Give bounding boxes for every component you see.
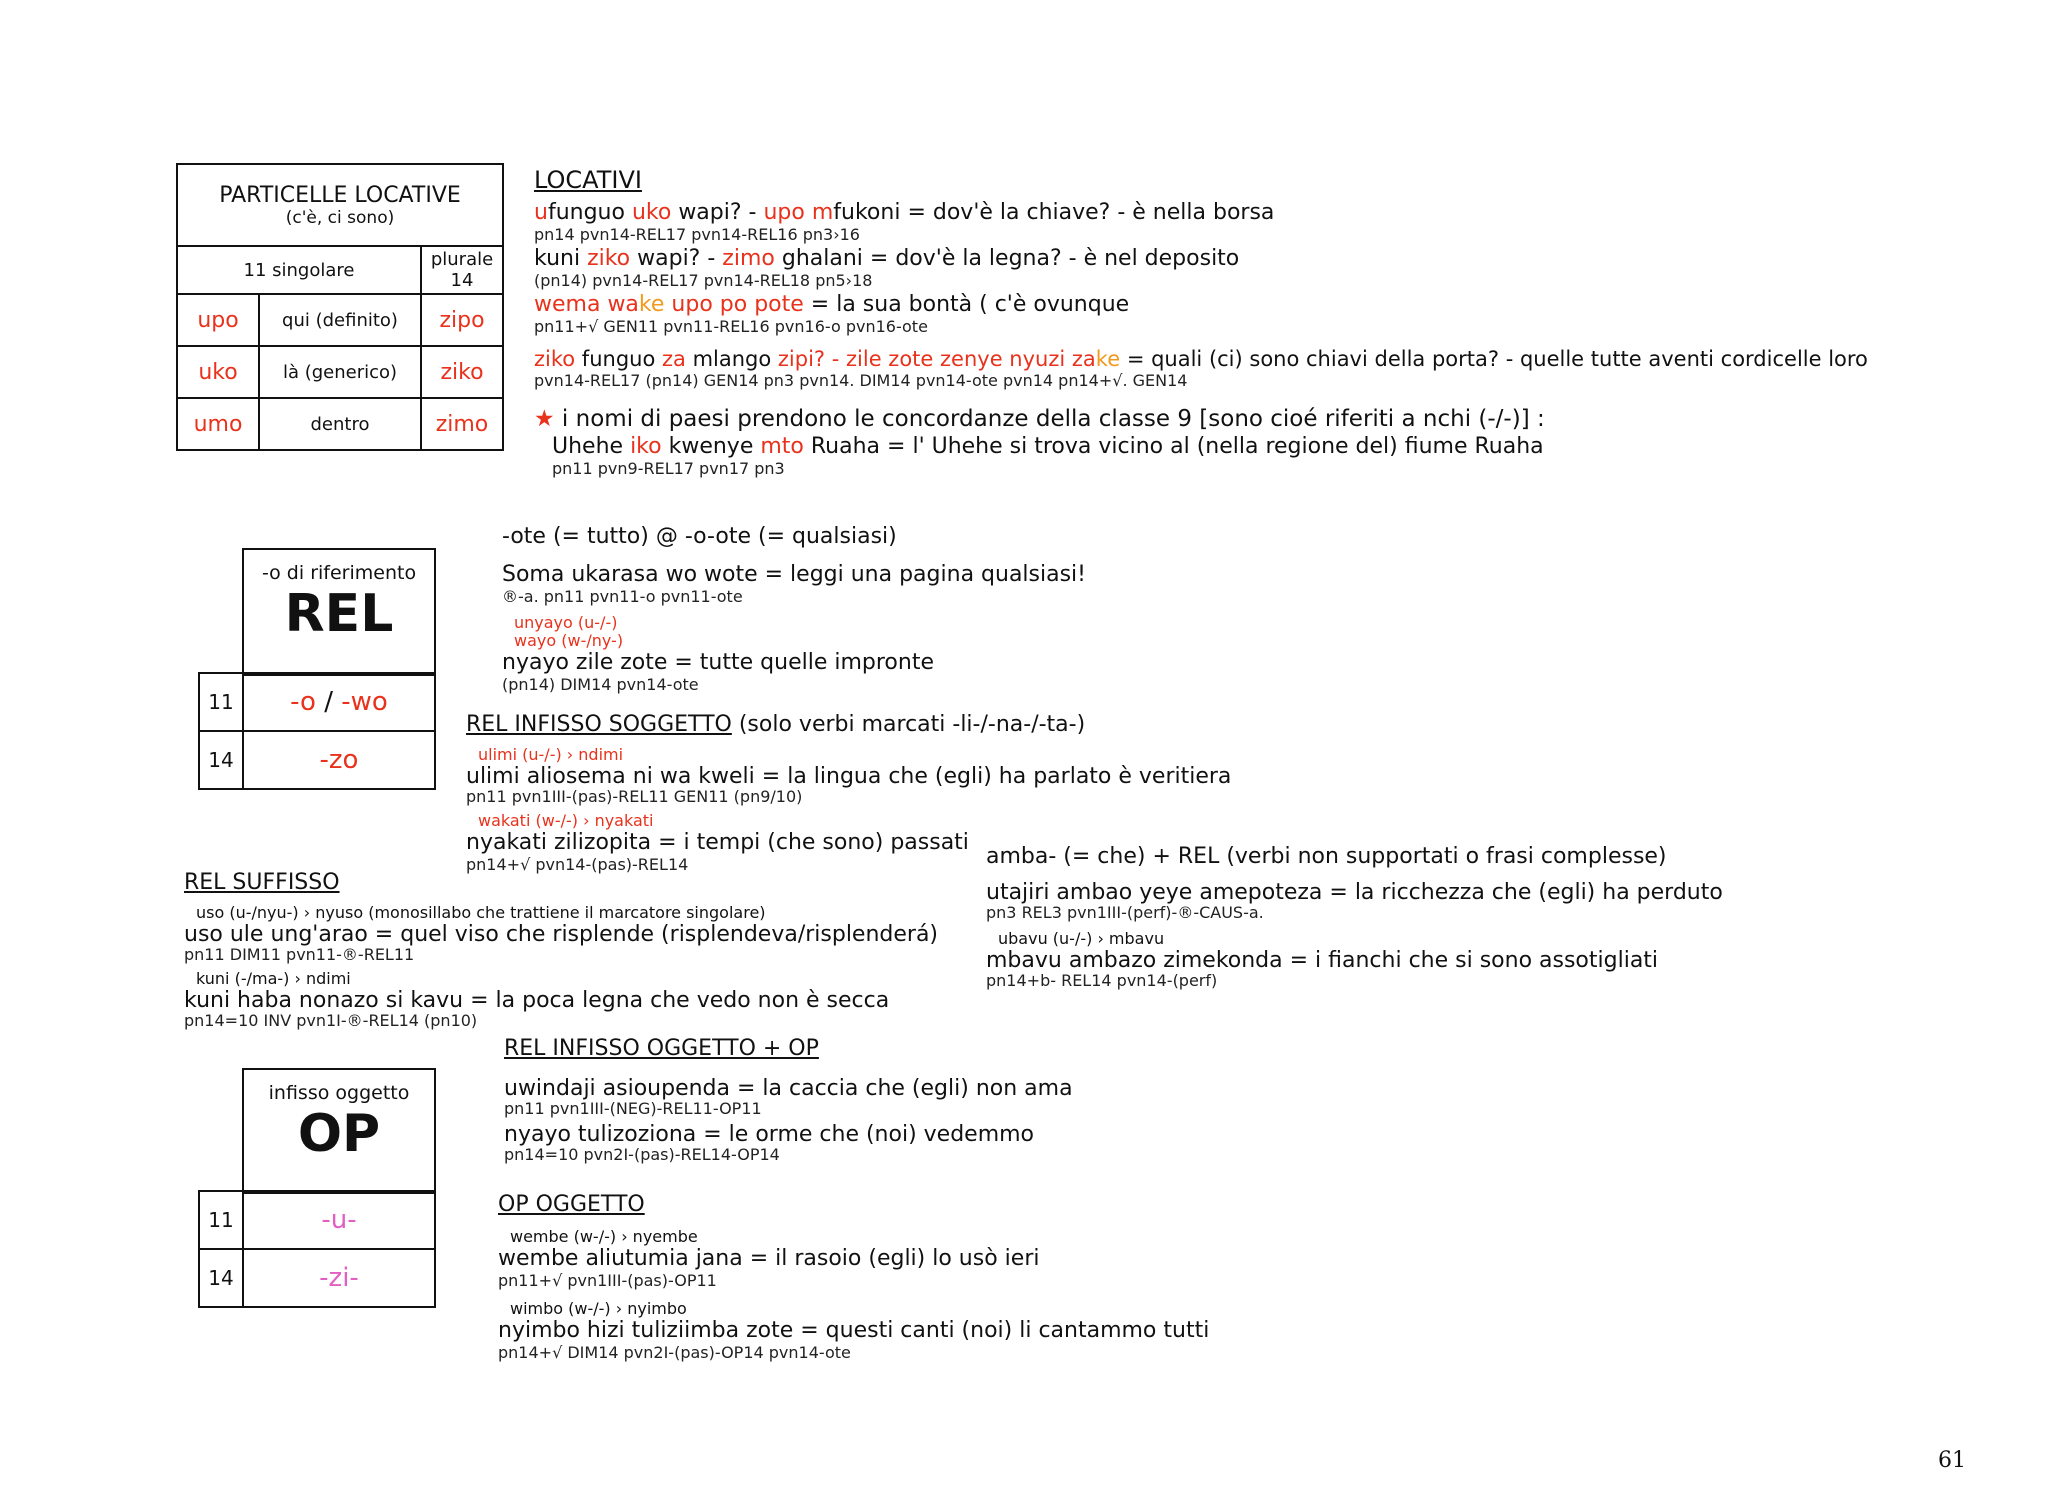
rel-infisso-example-2: nyakati zilizopita = i tempi (che sono) passati xyxy=(466,830,969,855)
star-icon: ★ xyxy=(534,406,555,432)
rel-sep: / xyxy=(315,687,342,717)
rel-value-b: -wo xyxy=(341,687,388,717)
locative-table-header xyxy=(177,164,503,246)
locativi-gloss-3: pn11+√ GEN11 pvn11-REL16 pvn16-o pvn16-ote xyxy=(534,317,928,336)
locative-table-title: PARTICELLE LOCATIVE xyxy=(219,182,461,208)
loc-meaning-dentro: dentro xyxy=(259,398,421,450)
word: ke xyxy=(638,292,665,317)
rel-box-symbol: REL xyxy=(284,584,394,644)
op-box-label: infisso oggetto xyxy=(268,1082,410,1104)
rel-suffisso-gloss-1: pn11 DIM11 pvn11-®-REL11 xyxy=(184,945,415,964)
locativi-gloss-4: pvn14-REL17 (pn14) GEN14 pn3 pvn14. DIM14 pvn14-ote pvn14 pn14+√. GEN14 xyxy=(534,371,1188,390)
ote-example-1: Soma ukarasa wo wote = leggi una pagina qualsiasi! xyxy=(502,562,1086,587)
op-oggetto-gloss-2: pn14+√ DIM14 pvn2I-(pas)-OP14 pvn14-ote xyxy=(498,1343,851,1362)
locativi-gloss-5: pn11 pvn9-REL17 pvn17 pn3 xyxy=(552,459,785,478)
op-oggetto-pre-2: wimbo (w-/-) › nyimbo xyxy=(510,1299,687,1318)
word: zimo xyxy=(722,246,775,271)
locativi-gloss-1: pn14 pvn14-REL17 pvn14-REL16 pn3›16 xyxy=(534,225,860,244)
rel-suffisso-gloss-2: pn14=10 INV pvn1I-®-REL14 (pn10) xyxy=(184,1011,478,1030)
ote-gloss-1: ®-a. pn11 pvn11-o pvn11-ote xyxy=(502,587,743,606)
rel-infisso-heading xyxy=(466,712,1085,738)
amba-pre-2: ubavu (u-/-) › mbavu xyxy=(998,929,1165,948)
word: kwenye xyxy=(661,434,761,459)
loc-sing-umo: umo xyxy=(177,398,259,450)
word: upo xyxy=(763,200,805,225)
rel-suffisso-pre-1: uso (u-/nyu-) › nyuso (monosillabo che trattiene il marcatore singolare) xyxy=(196,903,766,922)
rel-infisso-example-1: ulimi aliosema ni wa kweli = la lingua che (egli) ha parlato è veritiera xyxy=(466,764,1232,789)
note-text: i nomi di paesi prendono le concordanze della classe 9 [sono cioé riferiti a nchi (-/-)] : xyxy=(554,406,1545,432)
word: zile xyxy=(846,347,882,371)
op-oggetto-example-2: nyimbo hizi tuliziimba zote = questi canti (noi) li cantammo tutti xyxy=(498,1318,1210,1343)
rel-box-table xyxy=(198,672,436,790)
rel-suffisso-title: REL SUFFISSO xyxy=(184,870,340,895)
rel-num-11: 11 xyxy=(199,673,243,731)
word: mlango xyxy=(685,347,778,371)
translation: = la sua bontà ( c'è ovunque xyxy=(803,292,1130,317)
word: ghalani xyxy=(774,246,863,271)
amba-gloss-1: pn3 REL3 pvn1III-(perf)-®-CAUS-a. xyxy=(986,903,1264,922)
rel-oggetto-title: REL INFISSO OGGETTO + OP xyxy=(504,1036,819,1061)
word: ziko xyxy=(534,347,576,371)
word: zote xyxy=(881,347,941,371)
word: m xyxy=(811,200,834,225)
loc-plur-zipo: zipo xyxy=(421,294,503,346)
translation: = l' Uhehe si trova vicino al (nella regione del) fiume Ruaha xyxy=(880,434,1544,459)
loc-meaning-la: là (generico) xyxy=(259,346,421,398)
amba-gloss-2: pn14+b- REL14 pvn14-(perf) xyxy=(986,971,1218,990)
word: wa xyxy=(607,292,639,317)
word: funguo xyxy=(575,347,662,371)
rel-infisso-note: (solo verbi marcati -li-/-na-/-ta-) xyxy=(731,712,1086,737)
op-box-table xyxy=(198,1190,436,1308)
rel-infisso-title: REL INFISSO SOGGETTO xyxy=(466,712,732,737)
loc-sing-uko: uko xyxy=(177,346,259,398)
loc-plur-zimo: zimo xyxy=(421,398,503,450)
word: Uhehe xyxy=(552,434,631,459)
amba-example-2: mbavu ambazo zimekonda = i fianchi che si sono assotigliati xyxy=(986,948,1659,973)
locative-table-subtitle: (c'è, ci sono) xyxy=(285,207,395,228)
word: ke xyxy=(1095,347,1121,371)
locativi-example-5 xyxy=(552,434,1544,460)
rel-oggetto-example-1: uwindaji asioupenda = la caccia che (egli) non ama xyxy=(504,1076,1073,1101)
ote-pre-2: wayo (w-/ny-) xyxy=(514,631,624,650)
locativi-example-4 xyxy=(534,346,1868,372)
ote-pre-1: unyayo (u-/-) xyxy=(514,613,618,632)
locativi-example-1 xyxy=(534,200,1274,226)
rel-suffisso-pre-2: kuni (-/ma-) › ndimi xyxy=(196,969,351,988)
ote-title: -ote (= tutto) @ -o-ote (= qualsiasi) xyxy=(502,524,897,549)
translation: = dov'è la legna? - è nel deposito xyxy=(862,246,1240,271)
page-number: 61 xyxy=(1938,1448,1966,1473)
locative-particles-table xyxy=(176,163,504,451)
word: Ruaha xyxy=(803,434,881,459)
rel-infisso-gloss-1: pn11 pvn1III-(pas)-REL11 GEN11 (pn9/10) xyxy=(466,787,803,806)
word: wapi? - xyxy=(678,200,764,225)
rel-value-11 xyxy=(243,673,435,731)
word: za xyxy=(1071,347,1096,371)
word: ziko xyxy=(587,246,631,271)
op-box-header xyxy=(242,1068,436,1194)
rel-infisso-gloss-2: pn14+√ pvn14-(pas)-REL14 xyxy=(466,855,689,874)
word: u xyxy=(534,200,548,225)
op-oggetto-gloss-1: pn11+√ pvn1III-(pas)-OP11 xyxy=(498,1271,717,1290)
word: wapi? - xyxy=(630,246,723,271)
translation: = dov'è la chiave? - è nella borsa xyxy=(900,200,1275,225)
op-oggetto-pre-1: wembe (w-/-) › nyembe xyxy=(510,1227,698,1246)
rel-suffisso-example-1: uso ule ung'arao = quel viso che risplende (risplendeva/risplenderá) xyxy=(184,922,939,947)
rel-oggetto-gloss-2: pn14=10 pvn2I-(pas)-REL14-OP14 xyxy=(504,1145,780,1164)
rel-num-14: 14 xyxy=(199,731,243,789)
locativi-example-2 xyxy=(534,246,1239,272)
translation: = quali (ci) sono chiavi della porta? - quelle tutte aventi cordicelle loro xyxy=(1120,347,1868,371)
op-box-symbol: OP xyxy=(297,1104,381,1164)
locativi-note xyxy=(534,406,1545,432)
amba-title: amba- (= che) + REL (verbi non supportati o frasi complesse) xyxy=(986,844,1667,869)
rel-infisso-pre-1: ulimi (u-/-) › ndimi xyxy=(478,745,624,764)
locativi-gloss-2: (pn14) pvn14-REL17 pvn14-REL18 pn5›18 xyxy=(534,271,873,290)
loc-meaning-qui: qui (definito) xyxy=(259,294,421,346)
word: zenye xyxy=(940,347,1003,371)
op-value-14: -zi- xyxy=(243,1249,435,1307)
col-singular: 11 singolare xyxy=(177,246,421,294)
word: upo po pote xyxy=(664,292,804,317)
word: zipi? - xyxy=(777,347,846,371)
op-value-11: -u- xyxy=(243,1191,435,1249)
op-oggetto-example-1: wembe aliutumia jana = il rasoio (egli) lo usò ieri xyxy=(498,1246,1040,1271)
word: fukoni xyxy=(833,200,901,225)
rel-box-label: -o di riferimento xyxy=(261,562,417,584)
word: mto xyxy=(760,434,804,459)
word: nyuzi xyxy=(1002,347,1072,371)
rel-suffisso-example-2: kuni haba nonazo si kavu = la poca legna che vedo non è secca xyxy=(184,988,890,1013)
rel-box-header xyxy=(242,548,436,676)
word: uko xyxy=(631,200,672,225)
amba-example-1: utajiri ambao yeye amepoteza = la ricchezza che (egli) ha perduto xyxy=(986,880,1723,905)
rel-oggetto-gloss-1: pn11 pvn1III-(NEG)-REL11-OP11 xyxy=(504,1099,762,1118)
op-num-14: 14 xyxy=(199,1249,243,1307)
locativi-title: LOCATIVI xyxy=(534,166,642,194)
rel-oggetto-example-2: nyayo tulizozionа = le orme che (noi) vedemmo xyxy=(504,1122,1035,1147)
op-oggetto-title: OP OGGETTO xyxy=(498,1192,645,1217)
ote-example-2: nyayo zile zote = tutte quelle impronte xyxy=(502,650,934,675)
word: iko xyxy=(630,434,662,459)
locativi-example-3 xyxy=(534,292,1129,318)
loc-plur-ziko: ziko xyxy=(421,346,503,398)
rel-value-a: -o xyxy=(290,687,316,717)
word: za xyxy=(661,347,686,371)
loc-sing-upo: upo xyxy=(177,294,259,346)
col-plural: plurale 14 xyxy=(421,246,503,294)
ote-gloss-2: (pn14) DIM14 pvn14-ote xyxy=(502,675,699,694)
rel-value-14: -zo xyxy=(243,731,435,789)
word: funguo xyxy=(547,200,625,225)
word: wema xyxy=(534,292,608,317)
op-num-11: 11 xyxy=(199,1191,243,1249)
word: kuni xyxy=(534,246,588,271)
rel-infisso-pre-2: wakati (w-/-) › nyakati xyxy=(478,811,654,830)
